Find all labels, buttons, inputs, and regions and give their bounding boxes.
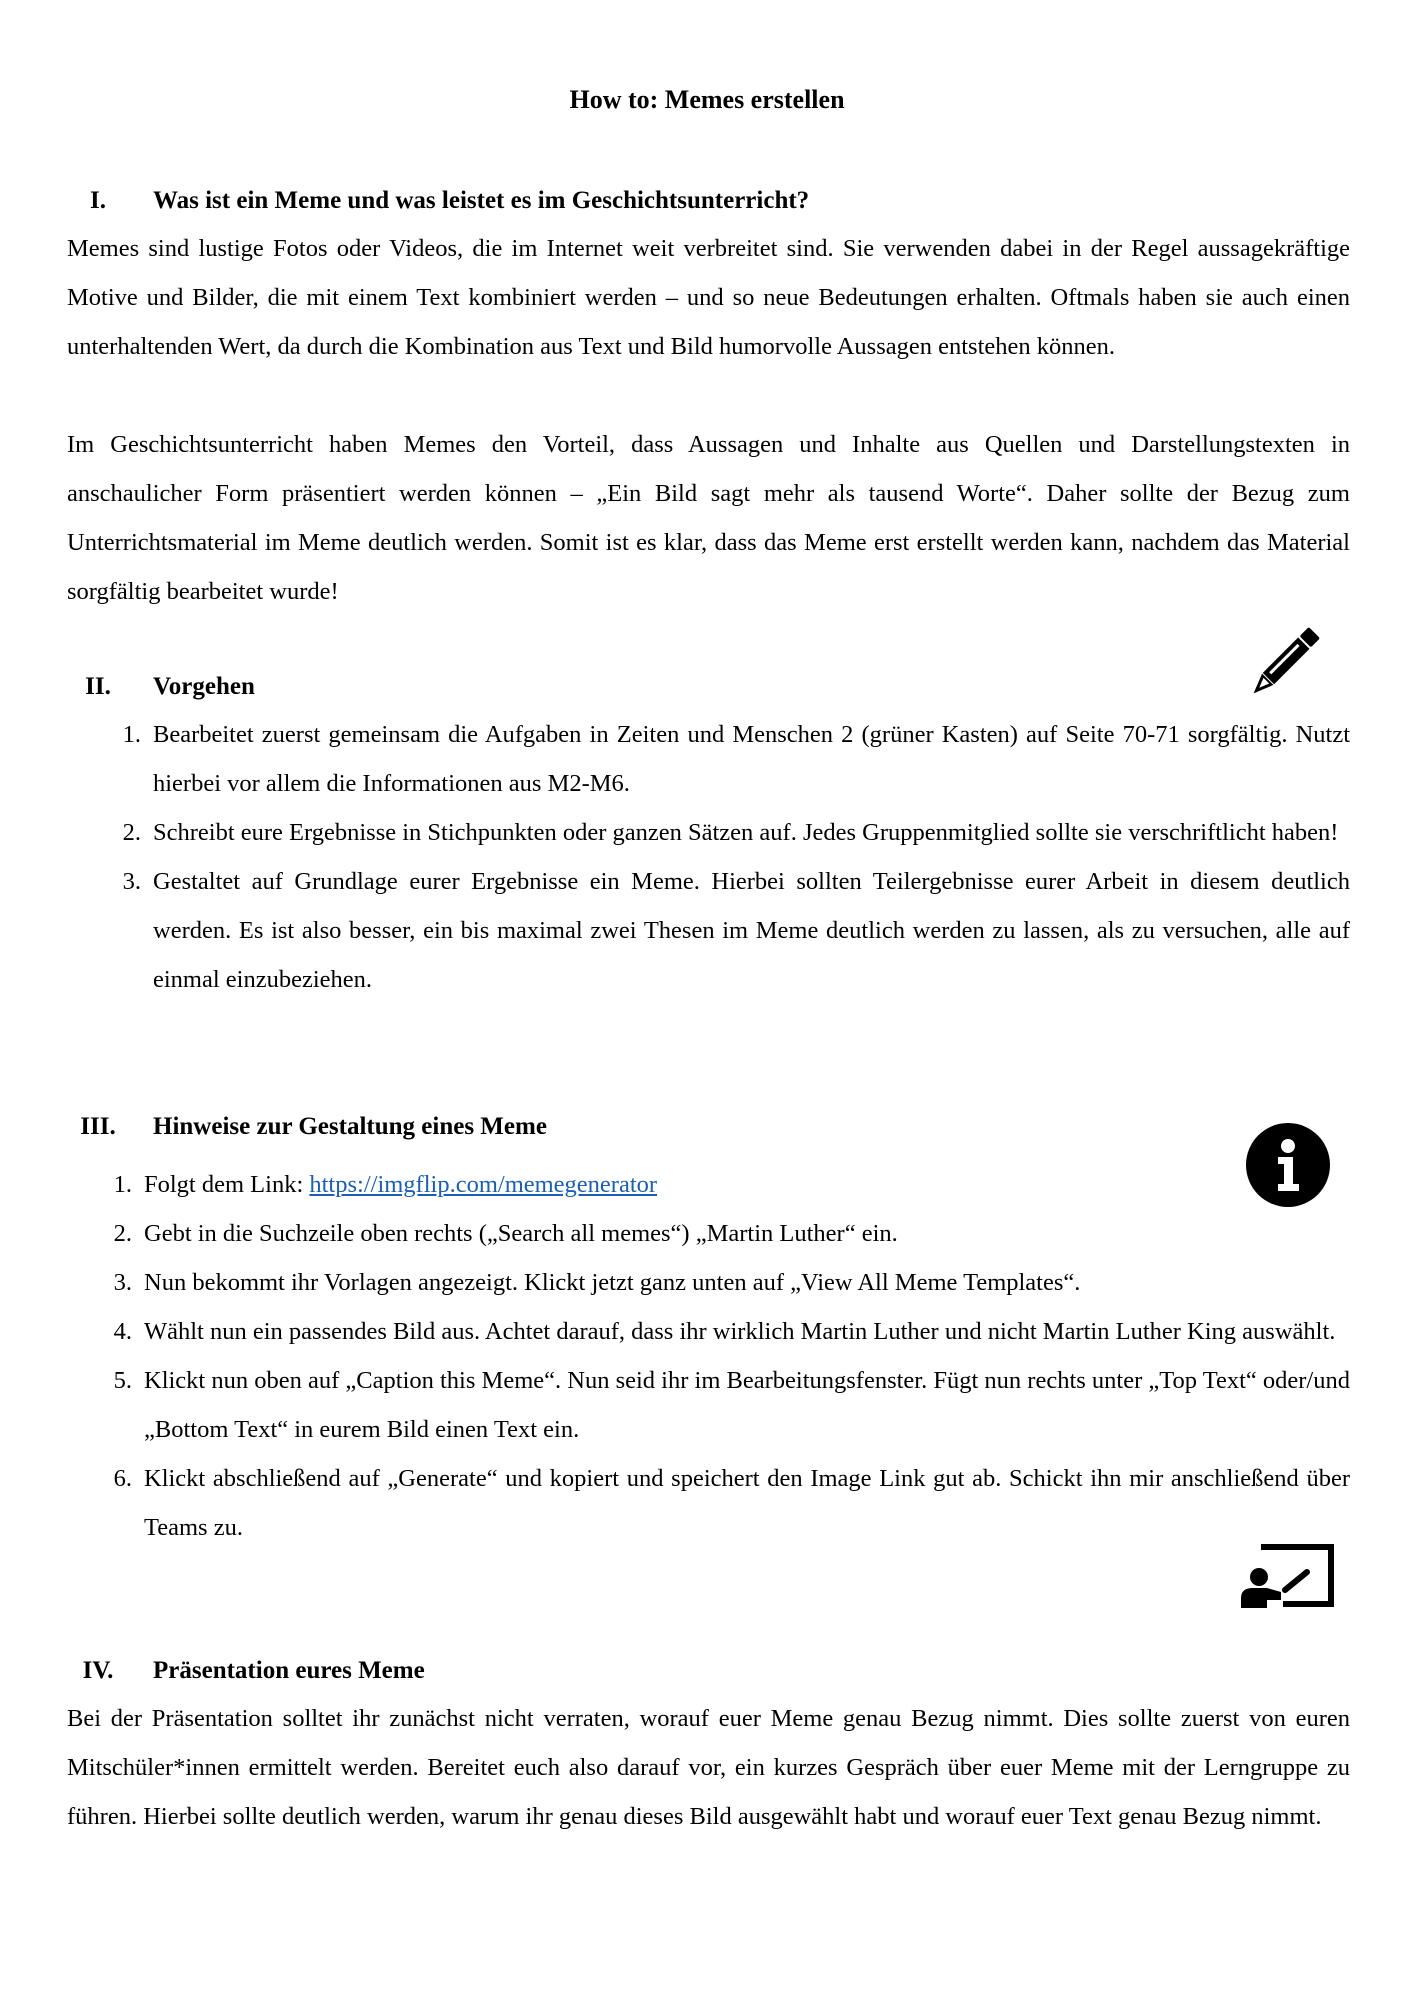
list-item-text: Schreibt eure Ergebnisse in Stichpunkten oder ganzen Sätzen auf. Jedes Gruppenmitglied sollte sie verschriftlicht haben! bbox=[153, 819, 1339, 846]
pencil-icon bbox=[1243, 622, 1325, 704]
list-item-text: Klickt nun oben auf „Caption this Meme“. Nun seid ihr im Bearbeitungsfenster. Fügt nun rechts unter „Top Text“ oder/und „Bottom Text“ in eurem Bild einen Text ein. bbox=[144, 1367, 1350, 1443]
list-item-text: Klickt abschließend auf „Generate“ und kopiert und speichert den Image Link gut ab. Schickt ihn mir anschließend über Teams zu. bbox=[144, 1465, 1350, 1541]
list-item-text: Gebt in die Suchzeile oben rechts („Search all memes“) „Martin Luther“ ein. bbox=[144, 1220, 898, 1247]
list-item bbox=[122, 710, 1350, 808]
paragraph: Memes sind lustige Fotos oder Videos, die im Internet weit verbreitet sind. Sie verwenden dabei in der Regel aussagekräftige Motive und Bilder, die mit einem Text kombiniert werden – und so neue Bedeutungen erhalten. Oftmals haben sie auch einen unterhaltenden Wert, da durch die Kombination aus Text und Bild humorvolle Aussagen entstehen können. bbox=[67, 235, 1350, 360]
procedure-list bbox=[122, 710, 1350, 1004]
memegenerator-link[interactable]: https://imgflip.com/memegenerator bbox=[309, 1171, 658, 1198]
section-number: III. bbox=[80, 1113, 116, 1140]
section-number: II. bbox=[85, 673, 111, 700]
design-hints-list bbox=[113, 1160, 1350, 1552]
list-item bbox=[113, 1160, 1350, 1209]
list-item-text: Nun bekommt ihr Vorlagen angezeigt. Klickt jetzt ganz unten auf „View All Meme Templates“. bbox=[144, 1269, 1081, 1296]
list-item-text: Folgt dem Link: bbox=[144, 1171, 310, 1198]
list-number: 3. bbox=[122, 868, 141, 895]
section-title: Was ist ein Meme und was leistet es im Geschichtsunterricht? bbox=[153, 187, 810, 214]
section-number: I. bbox=[90, 187, 106, 214]
list-number: 6. bbox=[113, 1465, 132, 1492]
paragraph: Bei der Präsentation solltet ihr zunächst nicht verraten, worauf euer Meme genau Bezug nimmt. Dies sollte zuerst von euren Mitschüler*innen ermittelt werden. Bereitet euch also darauf vor, ein kurzes Gespräch über euer Meme mit der Lerngruppe zu führen. Hierbei sollte deutlich werden, warum ihr genau dieses Bild ausgewählt habt und worauf euer Text genau Bezug nimmt. bbox=[67, 1705, 1350, 1830]
list-number: 5. bbox=[113, 1367, 132, 1394]
list-item bbox=[122, 808, 1350, 857]
list-item-text: Bearbeitet zuerst gemeinsam die Aufgaben in Zeiten und Menschen 2 (grüner Kasten) auf Seite 70-71 sorgfältig. Nutzt hierbei vor allem die Informationen aus M2-M6. bbox=[153, 721, 1350, 797]
list-item bbox=[113, 1454, 1350, 1552]
section-title: Vorgehen bbox=[153, 673, 255, 700]
paragraph: Im Geschichtsunterricht haben Memes den Vorteil, dass Aussagen und Inhalte aus Quellen und Darstellungstexten in anschaulicher Form präsentiert werden können – „Ein Bild sagt mehr als tausend Worte“. Daher sollte der Bezug zum Unterrichtsmaterial im Meme deutlich werden. Somit ist es klar, dass das Meme erst erstellt werden kann, nachdem das Material sorgfältig bearbeitet wurde! bbox=[67, 431, 1350, 605]
section-number: IV. bbox=[82, 1657, 114, 1684]
list-number: 4. bbox=[113, 1318, 132, 1345]
section-title: Präsentation eures Meme bbox=[153, 1657, 425, 1684]
list-item-text: Wählt nun ein passendes Bild aus. Achtet darauf, dass ihr wirklich Martin Luther und nicht Martin Luther King auswählt. bbox=[144, 1318, 1336, 1345]
section-title: Hinweise zur Gestaltung eines Meme bbox=[153, 1113, 547, 1140]
page-title: How to: Memes erstellen bbox=[569, 85, 845, 114]
list-item bbox=[113, 1209, 1350, 1258]
presenter-icon bbox=[1237, 1542, 1337, 1610]
list-number: 2. bbox=[122, 819, 141, 846]
list-item bbox=[122, 857, 1350, 1004]
list-number: 3. bbox=[113, 1269, 132, 1296]
list-number: 1. bbox=[122, 721, 141, 748]
list-number: 1. bbox=[113, 1171, 132, 1198]
list-item-text: Gestaltet auf Grundlage eurer Ergebnisse ein Meme. Hierbei sollten Teilergebnisse eurer Arbeit in diesem deutlich werden. Es ist also besser, ein bis maximal zwei Thesen im Meme deutlich werden zu lassen, als zu versuchen, alle auf einmal einzubeziehen. bbox=[153, 868, 1350, 993]
list-number: 2. bbox=[113, 1220, 132, 1247]
list-item bbox=[113, 1356, 1350, 1454]
list-item bbox=[113, 1307, 1350, 1356]
list-item bbox=[113, 1258, 1350, 1307]
